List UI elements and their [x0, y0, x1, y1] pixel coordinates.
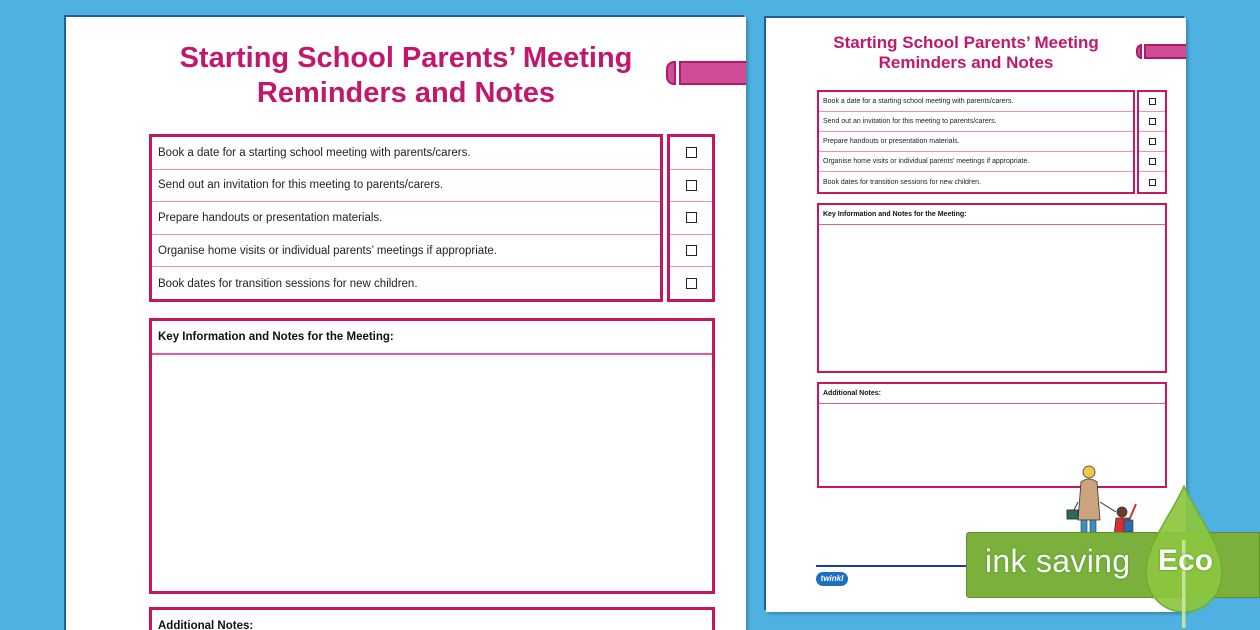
worksheet-page-large: [66, 17, 746, 630]
task-checkbox[interactable]: [1149, 158, 1156, 165]
task-row: Book a date for a starting school meeting with parents/carers.: [819, 92, 1133, 112]
key-notes-box[interactable]: [149, 318, 715, 594]
task-list: [817, 90, 1135, 194]
task-list: [149, 134, 663, 302]
task-row: Prepare handouts or presentation materials.: [152, 202, 660, 235]
task-row: Prepare handouts or presentation materials.: [819, 132, 1133, 152]
task-checkbox[interactable]: [686, 212, 697, 223]
task-row: Organise home visits or individual parents’ meetings if appropriate.: [152, 235, 660, 268]
title-line-2: Reminders and Notes: [878, 53, 1054, 73]
key-notes-heading: Key Information and Notes for the Meeting:: [152, 321, 712, 355]
page-title: [806, 33, 1126, 74]
title-line-1: Starting School Parents’ Meeting: [179, 42, 633, 74]
task-checkbox[interactable]: [1149, 179, 1156, 186]
checkbox-column: [667, 134, 715, 302]
additional-notes-heading: Additional Notes:: [152, 610, 712, 630]
task-checkbox[interactable]: [1149, 138, 1156, 145]
page-title: [156, 41, 656, 111]
pen-decoration-icon: [666, 61, 746, 85]
additional-notes-box[interactable]: [149, 607, 715, 630]
ink-saving-label: ink saving: [985, 543, 1131, 579]
twinkl-logo: twinkl: [816, 572, 848, 586]
additional-notes-heading: Additional Notes:: [819, 384, 1165, 404]
task-checkbox[interactable]: [686, 245, 697, 256]
key-notes-heading: Key Information and Notes for the Meeting:: [819, 205, 1165, 225]
eco-label: Eco: [1158, 544, 1214, 577]
pen-decoration-icon: [1136, 44, 1186, 59]
task-row: Book a date for a starting school meeting with parents/carers.: [152, 137, 660, 170]
task-row: Organise home visits or individual parents’ meetings if appropriate.: [819, 152, 1133, 172]
title-line-1: Starting School Parents’ Meeting: [833, 33, 1099, 52]
task-row: Send out an invitation for this meeting to parents/carers.: [152, 170, 660, 203]
task-checkbox[interactable]: [1149, 118, 1156, 125]
task-row: Book dates for transition sessions for new children.: [158, 277, 418, 290]
task-checkbox[interactable]: [1149, 98, 1156, 105]
task-row: Send out an invitation for this meeting to parents/carers.: [819, 112, 1133, 132]
worksheet-page-small: [766, 18, 1186, 612]
task-checkbox[interactable]: [686, 147, 697, 158]
task-checkbox[interactable]: [686, 278, 697, 289]
task-row: Book dates for transition sessions for new children.: [823, 178, 981, 186]
task-checkbox[interactable]: [686, 180, 697, 191]
checkbox-column: [1137, 90, 1167, 194]
key-notes-box[interactable]: [817, 203, 1167, 373]
title-line-2: Reminders and Notes: [256, 76, 556, 109]
